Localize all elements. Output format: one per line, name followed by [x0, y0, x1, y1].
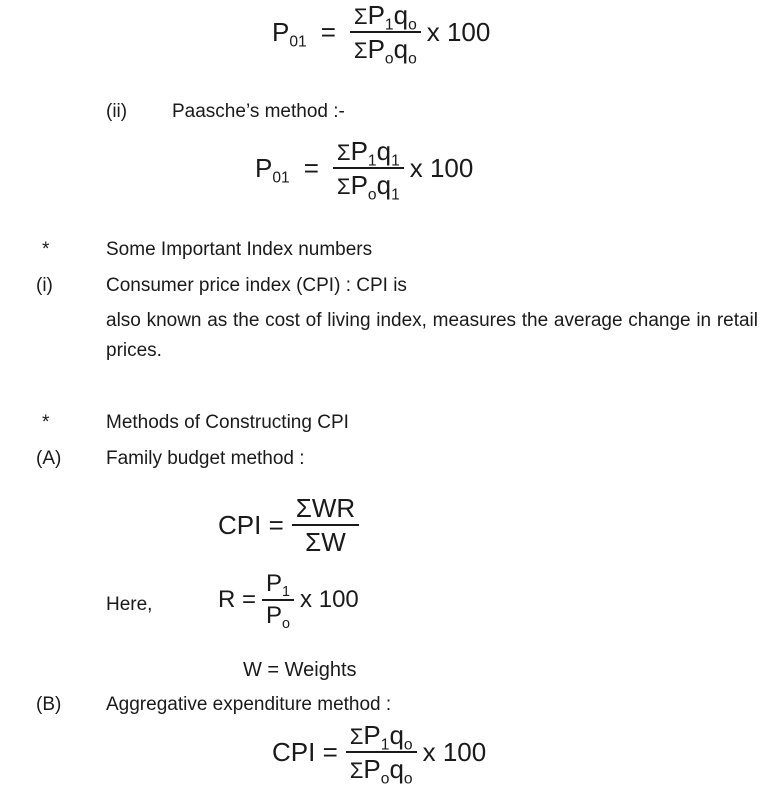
- multiplier: x 100: [426, 16, 491, 47]
- cpi-line1: Consumer price index (CPI) : CPI is: [106, 275, 407, 296]
- bullet-star: *: [42, 239, 50, 260]
- multiplier: x 100: [300, 586, 359, 613]
- fraction: [346, 720, 417, 788]
- here-label: Here,: [106, 594, 153, 615]
- denominator: ΣW: [305, 527, 346, 557]
- laspeyres-formula: [272, 0, 491, 68]
- cpi-aggregative-formula: [272, 720, 487, 788]
- denominator: $P_o$: [266, 602, 291, 633]
- cpi-family-formula: [218, 495, 359, 555]
- formula-lhs: $P_{01}$: [272, 16, 307, 51]
- paasche-label: (ii): [106, 101, 128, 122]
- fraction: [292, 495, 359, 555]
- family-title: Family budget method :: [106, 448, 305, 469]
- formula-lhs: CPI =: [218, 509, 284, 540]
- numerator: $\Sigma P_1q_1$: [336, 136, 400, 170]
- family-label: (A): [36, 448, 62, 469]
- numerator: $\Sigma P_1q_o$: [353, 0, 417, 34]
- fraction: [262, 570, 294, 633]
- aggregative-title: Aggregative expenditure method :: [106, 694, 392, 715]
- fraction: [350, 0, 421, 68]
- weights-definition: W = Weights: [243, 659, 357, 681]
- formula-lhs: CPI =: [272, 736, 338, 767]
- denominator: $\Sigma P_oq_1$: [336, 170, 400, 204]
- important-heading: Some Important Index numbers: [106, 239, 373, 260]
- numerator: $\Sigma P_1q_o$: [349, 720, 413, 754]
- aggregative-label: (B): [36, 694, 62, 715]
- multiplier: x 100: [409, 152, 474, 183]
- fraction-bar: [292, 524, 359, 526]
- numerator: $P_1$: [266, 570, 291, 601]
- bullet-star: *: [42, 412, 50, 433]
- numerator: ΣWR: [295, 493, 356, 523]
- equals-sign: =: [320, 16, 336, 47]
- paasche-title: Paasche’s method :-: [172, 101, 345, 122]
- paasche-formula: [255, 136, 474, 204]
- denominator: $\Sigma P_oq_o$: [349, 754, 413, 788]
- fraction: [333, 136, 404, 204]
- methods-heading: Methods of Constructing CPI: [106, 412, 349, 433]
- cpi-definition: also known as the cost of living index, measures the average change in retail prices.: [106, 310, 758, 361]
- equals-sign: =: [303, 152, 319, 183]
- multiplier: x 100: [422, 736, 487, 767]
- denominator: $\Sigma P_oq_o$: [353, 34, 417, 68]
- formula-lhs: $P_{01}$: [255, 152, 290, 187]
- cpi-label: (i): [36, 275, 53, 296]
- formula-lhs: R =: [218, 586, 257, 613]
- r-formula: [218, 570, 359, 633]
